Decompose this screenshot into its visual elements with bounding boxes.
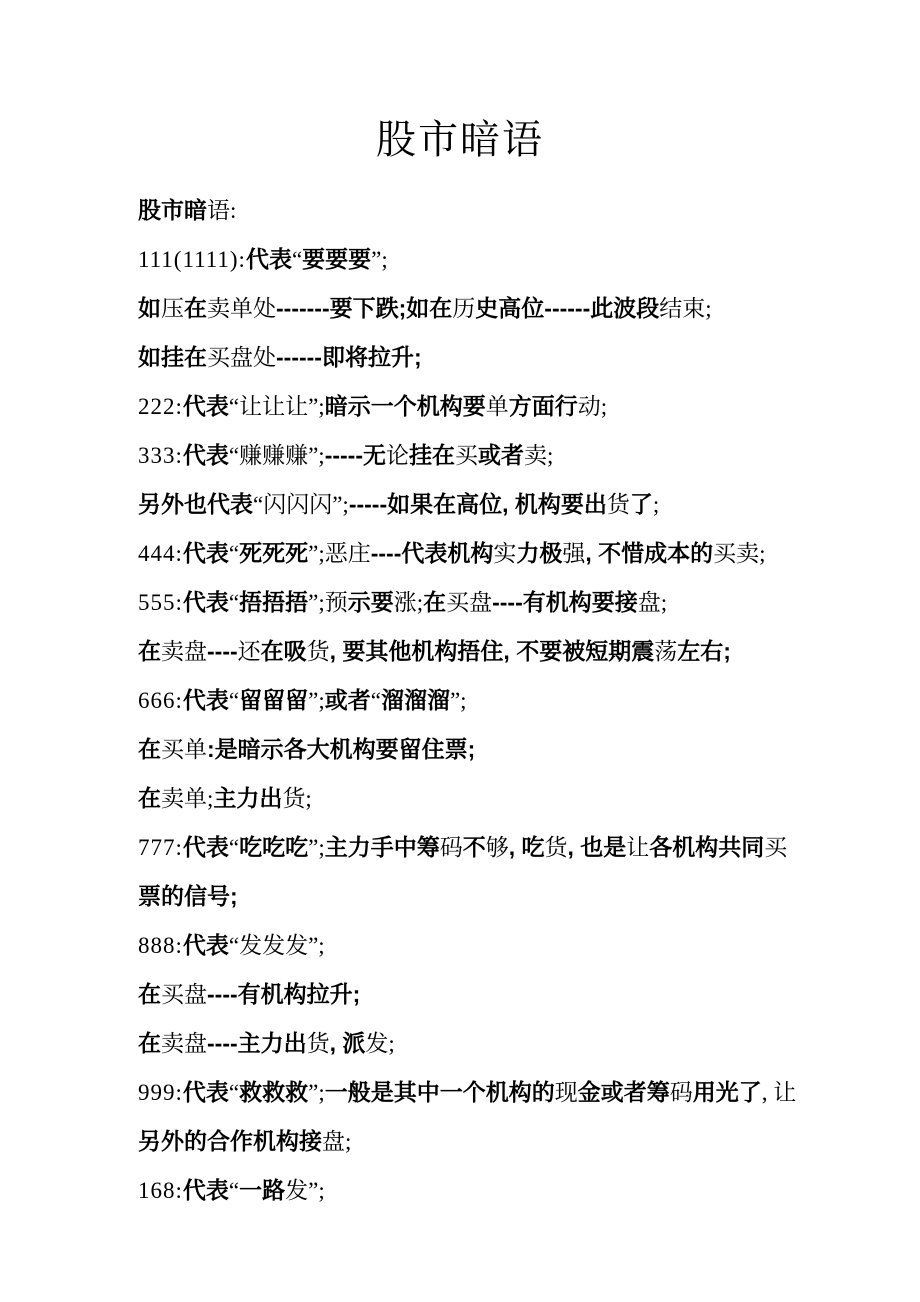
text-segment: , 吃	[508, 834, 545, 860]
document-body	[138, 186, 840, 1215]
text-segment: 主力手中筹	[324, 834, 440, 860]
text-segment: 语:	[207, 198, 237, 223]
text-line	[138, 186, 840, 235]
text-segment: 货	[306, 1031, 330, 1056]
text-segment: 力极	[516, 540, 563, 566]
text-segment: 留留留	[239, 687, 309, 713]
text-segment: 货;	[282, 786, 312, 811]
text-segment: 不	[462, 834, 486, 860]
text-segment: ----代表机构	[370, 540, 494, 566]
text-line	[138, 1068, 840, 1117]
text-line	[138, 725, 840, 774]
text-segment: “发发发”;	[228, 933, 325, 958]
text-line	[138, 872, 840, 921]
text-segment: 168:	[138, 1178, 183, 1203]
text-segment: “	[228, 1178, 240, 1203]
text-segment: 一般是其中一个机构的	[324, 1079, 555, 1105]
text-segment: 各机构共同	[649, 834, 765, 860]
text-segment: 论	[386, 443, 409, 468]
text-segment: 卖盘	[161, 639, 207, 664]
text-segment: ”;	[308, 688, 325, 713]
text-line	[138, 1019, 840, 1068]
text-segment: 代表	[182, 540, 229, 566]
text-segment: 史高位------此波段	[475, 295, 660, 321]
text-segment: 买盘处	[207, 345, 276, 370]
text-segment: 代表	[182, 589, 229, 615]
text-segment: ”;	[449, 688, 467, 713]
text-segment: “	[228, 688, 240, 713]
text-segment: , 让	[761, 1080, 797, 1105]
text-line	[138, 921, 840, 970]
text-segment: 代表	[182, 1177, 229, 1203]
text-line	[138, 774, 840, 823]
text-segment: 另外也代表	[138, 491, 253, 517]
text-segment: 荡	[654, 639, 678, 664]
text-segment: 码	[439, 835, 463, 860]
text-segment: 代表	[182, 834, 229, 860]
text-segment: 在	[138, 736, 161, 762]
text-segment: 999:	[138, 1080, 183, 1105]
text-segment: 现	[554, 1080, 578, 1105]
text-segment: 要要要	[302, 246, 372, 272]
text-segment: “	[291, 247, 303, 272]
text-segment: , 也是	[567, 834, 627, 860]
text-segment: ----	[207, 638, 238, 664]
text-segment: 买	[764, 835, 788, 860]
text-segment: “	[228, 541, 240, 566]
text-segment: 买单	[161, 737, 207, 762]
text-segment: 在	[138, 981, 161, 1007]
text-segment: 左右;	[677, 638, 731, 664]
text-line	[138, 676, 840, 725]
text-segment: 在	[184, 295, 207, 321]
text-segment: 盘;	[637, 590, 668, 615]
text-segment: 捂捂捂	[239, 589, 309, 615]
text-segment: 强	[562, 541, 586, 566]
text-segment: , 派	[329, 1030, 366, 1056]
text-segment: 222:	[138, 394, 183, 419]
text-segment: 666:	[138, 688, 183, 713]
text-segment: 主力出	[213, 785, 283, 811]
text-line	[138, 431, 840, 480]
text-segment: 买盘	[161, 982, 207, 1007]
text-segment: 了	[629, 491, 653, 517]
text-segment: 暗示一个机构要	[324, 393, 486, 419]
text-segment: ----有机构拉升;	[207, 981, 361, 1007]
text-segment: , 不惜成本的	[585, 540, 714, 566]
text-segment: 买卖;	[713, 541, 766, 566]
text-segment: 或者	[478, 442, 524, 468]
text-segment: 货	[606, 492, 630, 517]
text-line	[138, 382, 840, 431]
text-segment: “	[228, 590, 240, 615]
text-line	[138, 235, 840, 284]
text-segment: 吃吃吃	[239, 834, 309, 860]
text-segment: “	[370, 688, 381, 713]
text-segment: 卖单;	[161, 786, 214, 811]
text-line	[138, 578, 840, 627]
text-segment: 333:	[138, 443, 183, 468]
text-segment: “赚赚赚”;	[228, 443, 325, 468]
text-line	[138, 1117, 840, 1166]
text-line	[138, 970, 840, 1019]
text-segment: 代表	[182, 687, 229, 713]
text-segment: 还	[237, 639, 261, 664]
text-segment: 货	[544, 835, 568, 860]
text-segment: “让让让”;	[228, 394, 325, 419]
text-line	[138, 823, 840, 872]
text-segment: 金或者筹	[577, 1079, 670, 1105]
text-line	[138, 627, 840, 676]
text-segment: ”;	[308, 541, 325, 566]
text-segment: 或者	[324, 687, 371, 713]
text-segment: 在	[138, 1030, 161, 1056]
text-segment: 压	[161, 296, 184, 321]
text-segment: 卖盘	[161, 1031, 207, 1056]
text-segment: -------要下跌;如在	[276, 295, 453, 321]
text-segment: 让	[626, 835, 650, 860]
text-segment: -----如果在高位, 机构要出	[348, 491, 607, 517]
text-segment: 买盘	[446, 590, 493, 615]
text-segment: 方面行	[508, 393, 578, 419]
text-line	[138, 480, 840, 529]
text-segment: 卖;	[524, 443, 554, 468]
text-segment: 另外的合作机构接	[138, 1128, 322, 1154]
text-segment: 发”;	[285, 1178, 325, 1203]
text-segment: 溜溜溜	[380, 687, 450, 713]
text-segment: ------即将拉升;	[276, 344, 422, 370]
text-segment: 示要	[347, 589, 394, 615]
text-segment: 代表	[182, 1079, 229, 1105]
text-segment: 在	[138, 638, 161, 664]
text-segment: “	[228, 835, 240, 860]
text-segment: 结束;	[659, 296, 712, 321]
text-segment: 888:	[138, 933, 183, 958]
text-segment: 发;	[365, 1031, 395, 1056]
text-segment: 预	[324, 590, 348, 615]
text-segment: 如挂在	[138, 344, 207, 370]
text-segment: 死死死	[239, 540, 309, 566]
text-segment: 历	[452, 296, 476, 321]
text-segment: 111(1111):	[138, 247, 246, 272]
text-segment: 够	[485, 835, 509, 860]
text-segment: 卖单处	[207, 296, 276, 321]
text-segment: ”;	[371, 247, 388, 272]
text-line	[138, 333, 840, 382]
text-segment: ----有机构要接	[492, 589, 638, 615]
text-segment: 恶庄	[324, 541, 371, 566]
text-segment: 在吸	[260, 638, 307, 664]
text-segment: “	[228, 1080, 240, 1105]
text-segment: 代表	[182, 932, 229, 958]
text-segment: 代表	[182, 442, 229, 468]
text-segment: 在	[138, 785, 161, 811]
text-segment: -----无	[324, 442, 386, 468]
text-segment: 444:	[138, 541, 183, 566]
text-segment: 代表	[182, 393, 229, 419]
text-line	[138, 284, 840, 333]
text-segment: 实	[493, 541, 517, 566]
text-segment: , 要其他机构捂住, 不要被短期震	[329, 638, 655, 664]
text-segment: 单	[485, 394, 509, 419]
text-segment: :是暗示各大机构要留住票;	[207, 736, 476, 762]
text-segment: 如	[138, 295, 161, 321]
text-segment: ”;	[308, 590, 325, 615]
text-segment: ----主力出	[207, 1030, 307, 1056]
text-segment: 涨;	[393, 590, 424, 615]
text-segment: 股市暗	[138, 197, 207, 223]
text-segment: 777:	[138, 835, 183, 860]
text-segment: 货	[306, 639, 330, 664]
text-segment: “闪闪闪”;	[253, 492, 349, 517]
text-segment: 码	[669, 1080, 693, 1105]
text-line	[138, 1166, 840, 1215]
text-segment: 盘;	[322, 1129, 352, 1154]
text-segment: 用光了	[692, 1079, 762, 1105]
text-line	[138, 529, 840, 578]
text-segment: 救救救	[239, 1079, 309, 1105]
text-segment: ”;	[308, 1080, 325, 1105]
text-segment: 票的信号;	[138, 883, 238, 909]
text-segment: 在	[423, 589, 447, 615]
text-segment: 买	[455, 443, 478, 468]
text-segment: 挂在	[409, 442, 455, 468]
document-title: 股市暗语	[376, 117, 544, 162]
text-segment: 一路	[239, 1177, 286, 1203]
text-segment: ;	[652, 492, 660, 517]
text-segment: 代表	[245, 246, 292, 272]
text-segment: ”;	[308, 835, 325, 860]
text-segment: 动;	[577, 394, 608, 419]
text-segment: 555:	[138, 590, 183, 615]
